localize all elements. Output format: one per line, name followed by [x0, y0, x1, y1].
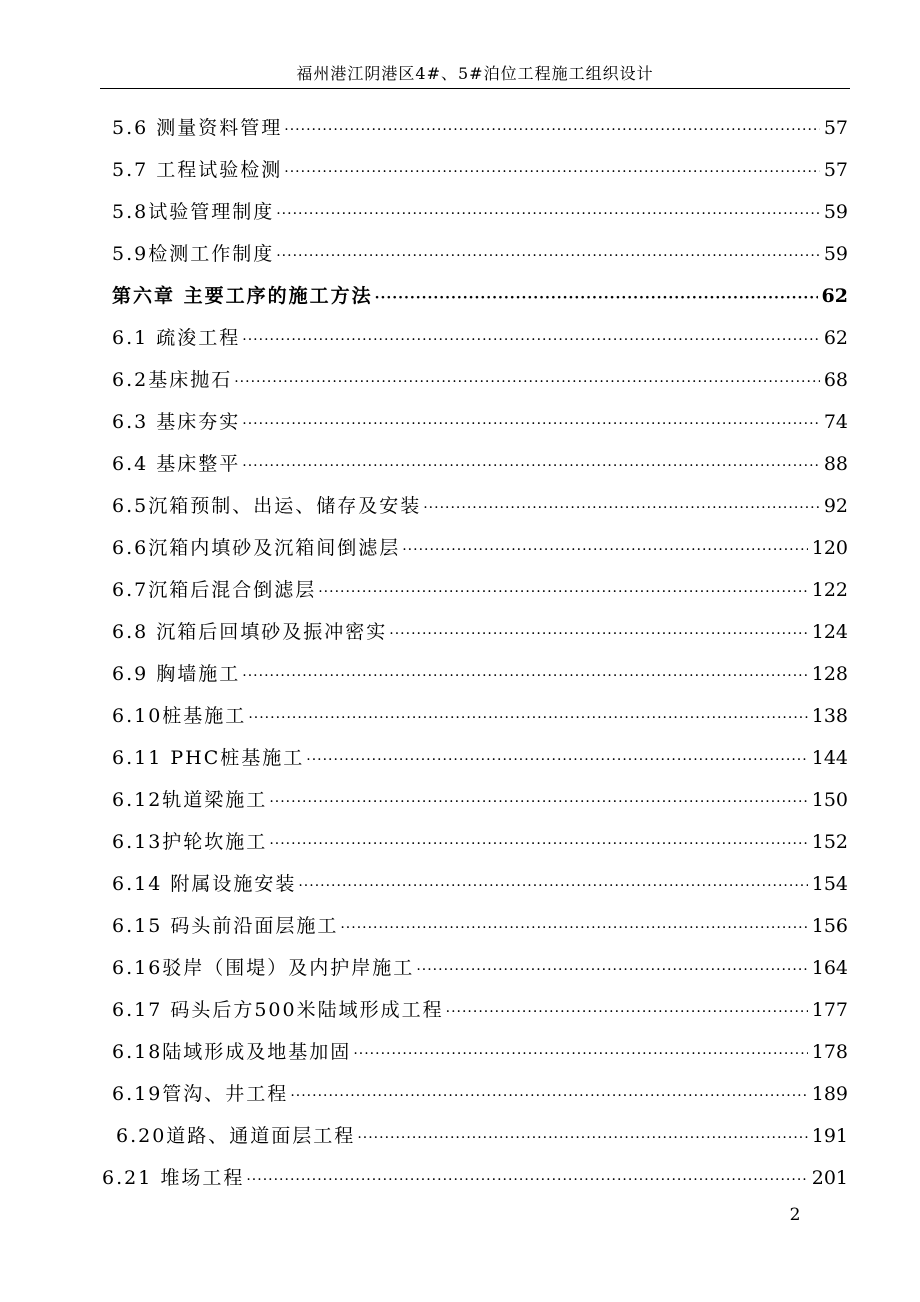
toc-entry[interactable]: [112, 239, 848, 267]
toc-entry-page: 201: [811, 1167, 848, 1189]
toc-entry[interactable]: [112, 1037, 848, 1065]
toc-dot-leader: [246, 1172, 807, 1188]
toc-entry-page: 88: [823, 453, 848, 475]
toc-entry-label: 6.9 胸墙施工: [112, 663, 241, 685]
toc-entry-label: 6.16驳岸（围堤）及内护岸施工: [112, 957, 415, 979]
toc-entry[interactable]: [112, 995, 848, 1023]
toc-entry-label: 6.10桩基施工: [112, 705, 247, 727]
toc-entry[interactable]: [112, 617, 848, 645]
toc-entry[interactable]: [112, 365, 848, 393]
toc-dot-leader: [416, 962, 807, 978]
toc-entry-label: 6.1 疏浚工程: [112, 327, 241, 349]
toc-entry-label: 5.8试验管理制度: [112, 201, 275, 223]
toc-chapter-entry[interactable]: [112, 281, 848, 309]
toc-entry[interactable]: [112, 113, 848, 141]
toc-dot-leader: [276, 248, 820, 264]
toc-dot-leader: [248, 710, 807, 726]
toc-dot-leader: [375, 290, 818, 306]
toc-entry-label: 5.9检测工作制度: [112, 243, 275, 265]
toc-entry[interactable]: [112, 449, 848, 477]
toc-entry[interactable]: [112, 1079, 848, 1107]
toc-entry-page: 59: [823, 201, 848, 223]
toc-entry-page: 68: [823, 369, 848, 391]
toc-entry-page: 92: [823, 495, 848, 517]
toc-dot-leader: [298, 878, 807, 894]
toc-dot-leader: [269, 836, 807, 852]
page-header: 福州港江阴港区4#、5#泊位工程施工组织设计: [100, 60, 850, 89]
toc-entry-page: 177: [811, 999, 848, 1021]
toc-entry-label: 6.6沉箱内填砂及沉箱间倒滤层: [112, 537, 401, 559]
toc-entry[interactable]: [112, 407, 848, 435]
toc-entry-page: 59: [823, 243, 848, 265]
toc-entry[interactable]: [112, 743, 848, 771]
toc-entry-page: 120: [811, 537, 848, 559]
toc-entry-page: 62: [821, 285, 848, 307]
toc-entry-page: 128: [811, 663, 848, 685]
toc-entry-page: 164: [811, 957, 848, 979]
toc-entry[interactable]: [112, 197, 848, 225]
toc-entry-label: 6.3 基床夯实: [112, 411, 241, 433]
toc-dot-leader: [276, 206, 820, 222]
toc-entry-label: 6.8 沉箱后回填砂及振冲密实: [112, 621, 388, 643]
toc-entry-page: 156: [811, 915, 848, 937]
toc-entry-page: 124: [811, 621, 848, 643]
toc-dot-leader: [269, 794, 807, 810]
toc-entry-page: 178: [811, 1041, 848, 1063]
toc-entry-page: 57: [823, 159, 848, 181]
toc-entry[interactable]: [112, 491, 848, 519]
toc-entry-label: 6.2基床抛石: [112, 369, 233, 391]
toc-entry-page: 62: [823, 327, 848, 349]
toc-dot-leader: [318, 584, 808, 600]
toc-entry-label: 6.15 码头前沿面层施工: [112, 915, 339, 937]
toc-entry-label: 6.18陆域形成及地基加固: [112, 1041, 352, 1063]
toc-entry[interactable]: [112, 953, 848, 981]
toc-entry[interactable]: [116, 1121, 848, 1149]
toc-entry[interactable]: [112, 533, 848, 561]
toc-entry[interactable]: [102, 1163, 848, 1191]
toc-entry-label: 6.21 堆场工程: [102, 1167, 245, 1189]
toc-dot-leader: [242, 458, 820, 474]
toc-dot-leader: [242, 332, 820, 348]
toc-entry-page: 154: [811, 873, 848, 895]
toc-entry-page: 122: [811, 579, 848, 601]
toc-dot-leader: [353, 1046, 807, 1062]
toc-dot-leader: [306, 752, 807, 768]
toc-dot-leader: [242, 668, 807, 684]
toc-dot-leader: [284, 122, 820, 138]
toc-entry-label: 6.5沉箱预制、出运、储存及安装: [112, 495, 422, 517]
toc-dot-leader: [446, 1004, 808, 1020]
toc-entry-page: 57: [823, 117, 848, 139]
toc-entry-label: 6.20道路、通道面层工程: [116, 1125, 356, 1147]
toc-entry[interactable]: [112, 323, 848, 351]
toc-entry[interactable]: [112, 785, 848, 813]
toc-entry[interactable]: [112, 659, 848, 687]
toc-entry-label: 5.7 工程试验检测: [112, 159, 283, 181]
toc-entry-label: 6.17 码头后方500米陆域形成工程: [112, 999, 444, 1021]
toc-dot-leader: [290, 1088, 807, 1104]
toc-entry[interactable]: [112, 827, 848, 855]
toc-entry-label: 6.7沉箱后混合倒滤层: [112, 579, 317, 601]
toc-dot-leader: [389, 626, 807, 642]
toc-entry[interactable]: [112, 911, 848, 939]
toc-entry[interactable]: [112, 869, 848, 897]
toc-entry-page: 138: [811, 705, 848, 727]
toc-entry-page: 74: [823, 411, 848, 433]
toc-entry-label: 6.12轨道梁施工: [112, 789, 268, 811]
toc-dot-leader: [284, 164, 820, 180]
toc-entry-label: 5.6 测量资料管理: [112, 117, 283, 139]
toc-entry-page: 191: [811, 1125, 848, 1147]
toc-dot-leader: [340, 920, 807, 936]
toc-entry-label: 6.19管沟、井工程: [112, 1083, 289, 1105]
toc-dot-leader: [234, 374, 820, 390]
toc-entry-page: 144: [811, 747, 848, 769]
toc-entry-label: 6.14 附属设施安装: [112, 873, 297, 895]
toc-entry-page: 189: [811, 1083, 848, 1105]
toc-entry-label: 6.13护轮坎施工: [112, 831, 268, 853]
toc-dot-leader: [402, 542, 808, 558]
page-number: 2: [789, 1205, 801, 1225]
toc-entry[interactable]: [112, 575, 848, 603]
toc-entry[interactable]: [112, 155, 848, 183]
toc-entry-label: 6.4 基床整平: [112, 453, 241, 475]
toc-entry-page: 150: [811, 789, 848, 811]
toc-entry-label: 6.11 PHC桩基施工: [112, 747, 305, 769]
toc-dot-leader: [357, 1130, 807, 1146]
toc-dot-leader: [242, 416, 820, 432]
toc-entry-page: 152: [811, 831, 848, 853]
toc-dot-leader: [423, 500, 820, 516]
toc-entry-label: 第六章 主要工序的施工方法: [112, 285, 373, 307]
toc-entry[interactable]: [112, 701, 848, 729]
